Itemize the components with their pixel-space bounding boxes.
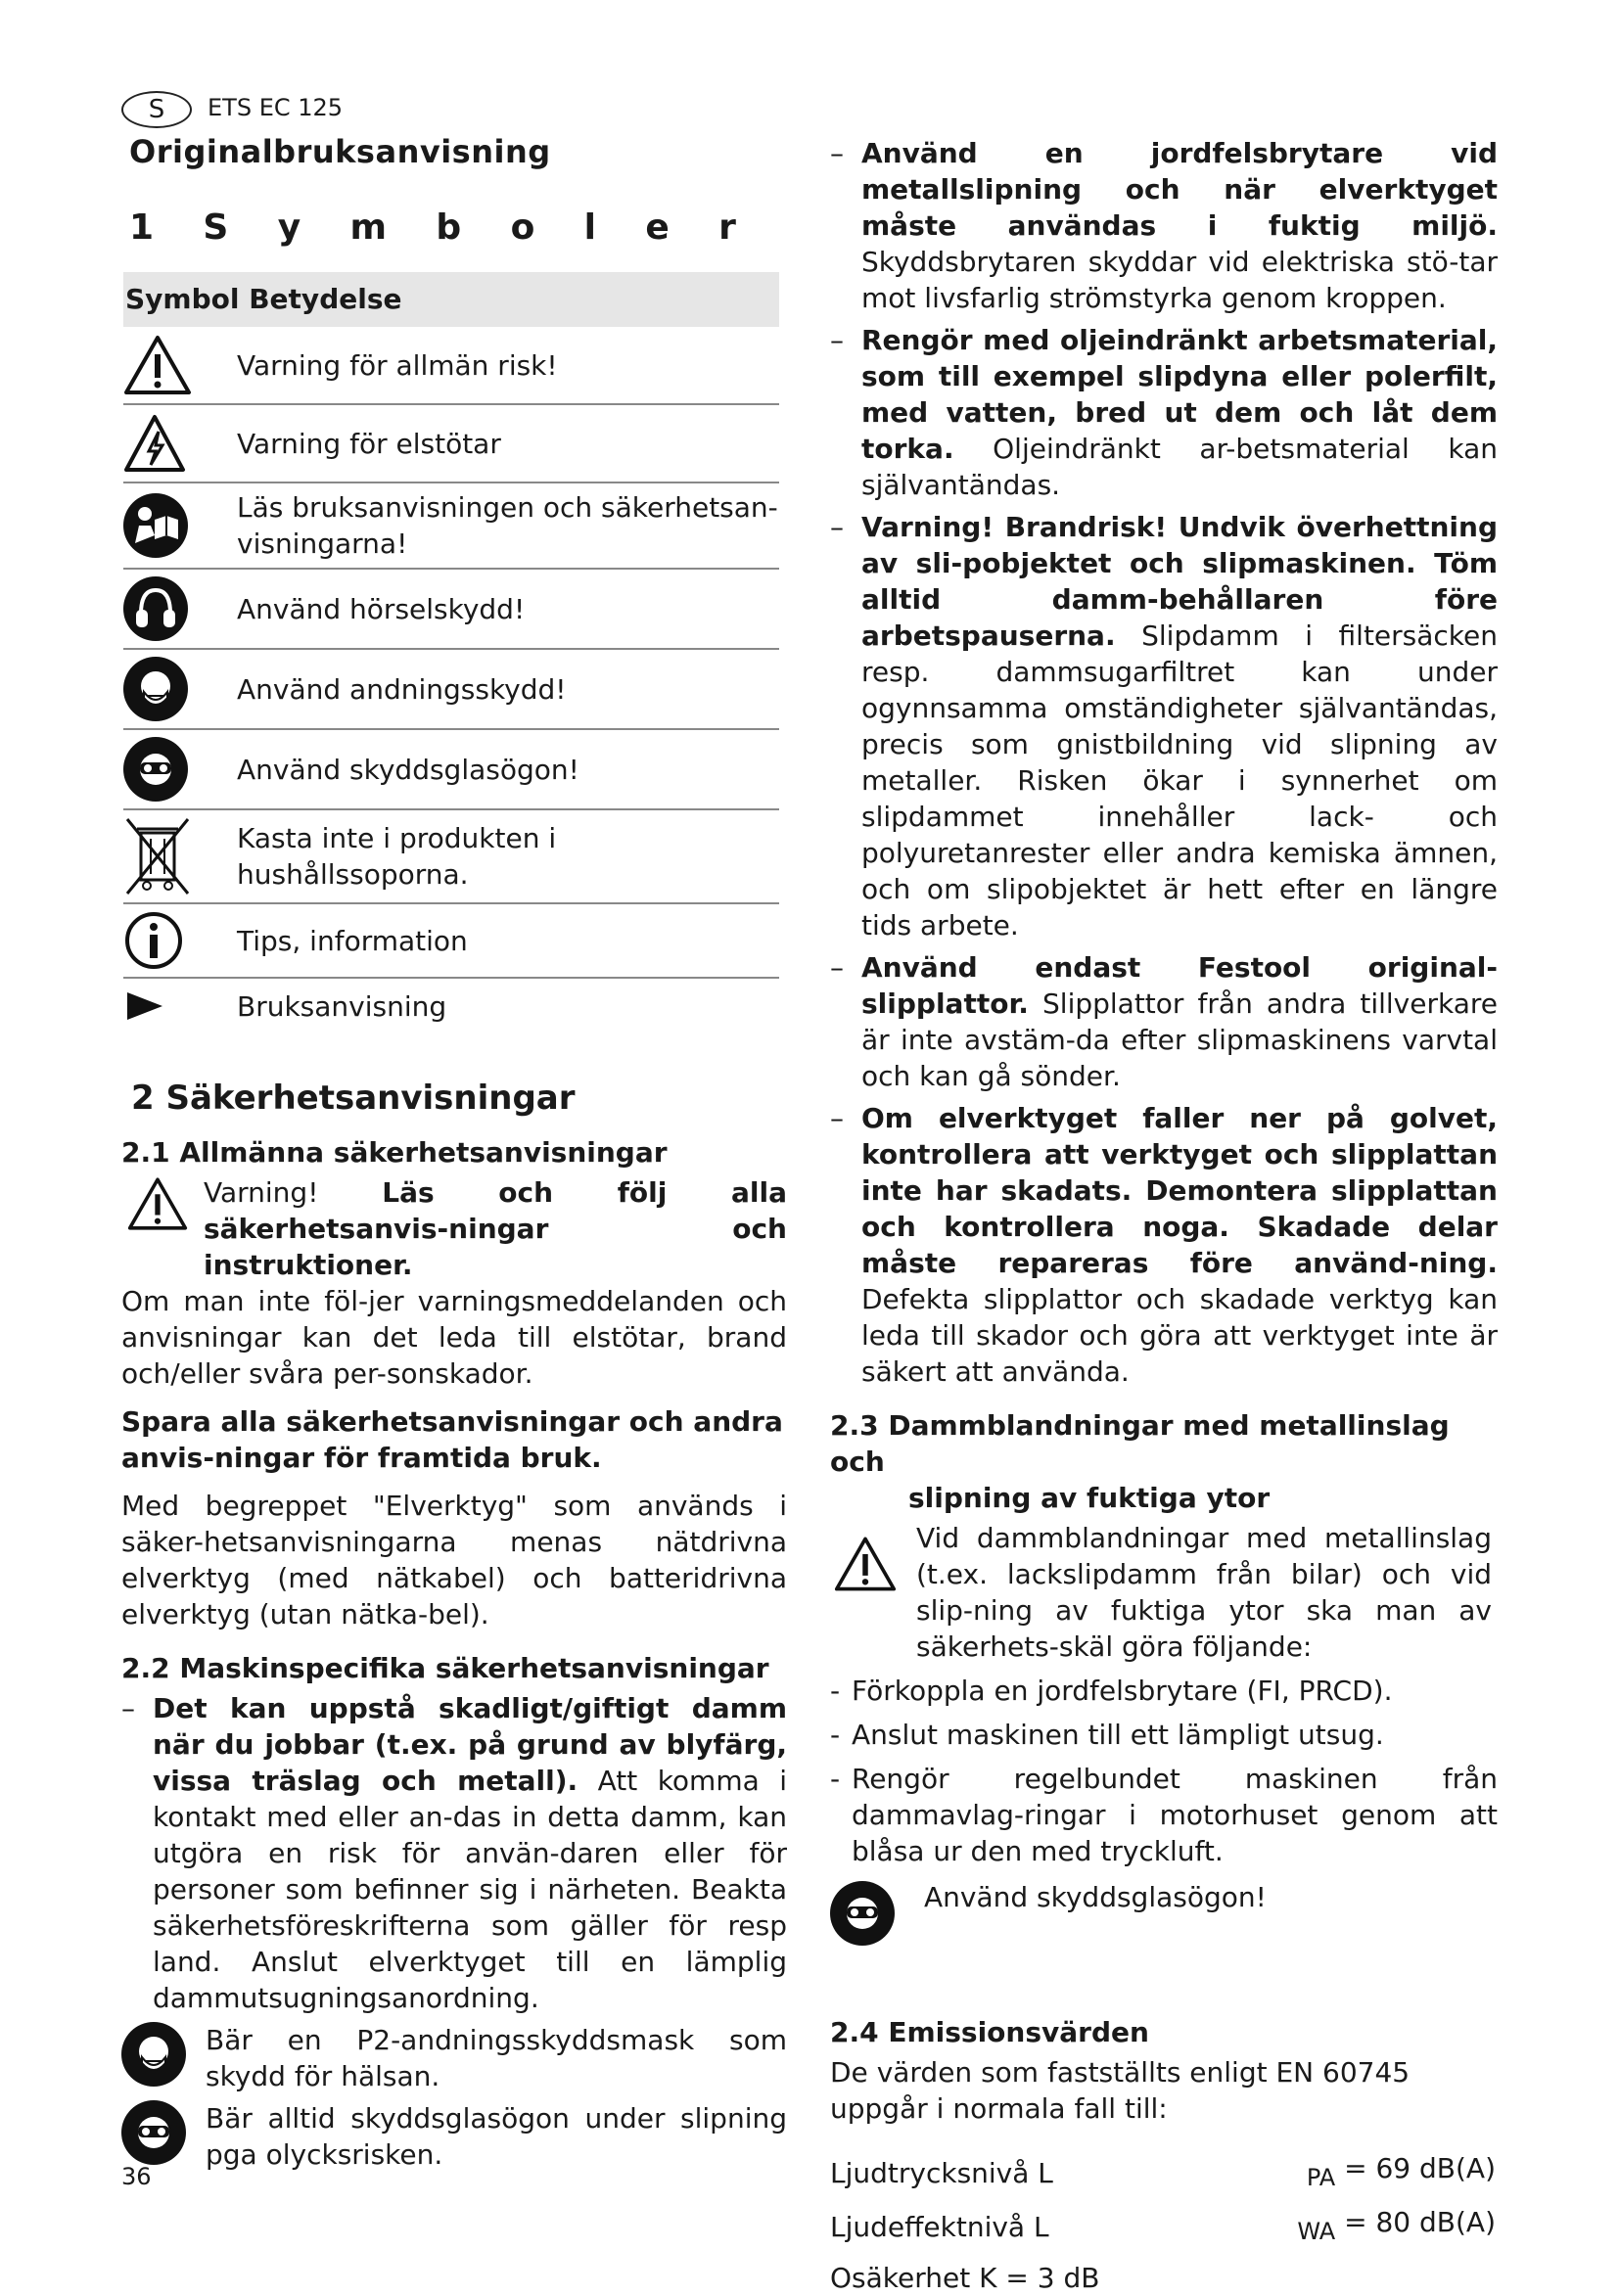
hearing-protection-icon [123,576,188,641]
safety-goggles-icon [830,1881,895,1946]
safety-item-text: Slipdamm i filtersäcken resp. dammsugarfiltret kan under ogynnsamma omständigheter självantändas, precis som gnistbildning vid slipning av metaller. Risken ökar i synnerhet om slipdammet innehåller lack- och polyuretanrester eller andra kemiska ämnen, och om slipobjektet är hett efter en längre tids arbete. [861,620,1498,941]
symbols-heading-letter: l [583,207,596,248]
symbols-heading-letter: e [645,207,670,248]
crossed-bin-icon [123,815,237,897]
symbol-row [123,483,779,570]
play-arrow-icon [123,989,237,1023]
metal-dust-warning [830,1520,1498,1665]
safety-item: – Använd endast Festool original-slipplattor. Slipplattor från andra tillverkare är inte avstäm-da efter slipmaskinens varvtal och kan gå sönder. [830,951,1498,1092]
read-manual-icon [123,493,188,558]
symbols-heading-letter: b [436,207,462,248]
safety-item-bold: Om elverktyget faller ner på golvet, kontrollera att verktyget och slipplattan inte har skadats. Demontera slipplattan och kontrollera noga. Skadade delar måste repareras före använd-ning. [861,1102,1498,1279]
emission-intro: De värden som fastställts enligt EN 60745 uppgår i normala fall till: [830,2056,1411,2125]
symbol-description: Använd hörselskydd! [237,592,526,625]
list-item: - Förkoppla en jordfelsbrytare (FI, PRCD). [830,1675,1393,1707]
document-title: Originalbruksanvisning [129,133,551,170]
emission-row [830,2146,1496,2200]
general-warning-block [121,1174,787,1283]
safety-item-text: Att komma i kontakt med eller an-das in detta damm, kan utgöra en risk för använ-daren eller för personer som befinner sig i närheten. Beakta säkerhetsföreskrifterna som gäller för resp land. Anslut elverktyget till en lämplig dammutsugningsanordning. [153,1765,787,2014]
list-item: - Anslut maskinen till ett lämpligt utsug. [830,1719,1384,1751]
symbol-description: Varning för allmän risk! [237,348,558,382]
emission-subscript: WA [1297,2218,1336,2245]
symbol-row [123,810,779,904]
emission-uncertainty: Osäkerhet K = 3 dB [830,2262,1100,2294]
symbols-heading [129,207,736,248]
section-heading: 2 Säkerhetsanvisningar [131,1079,576,1118]
power-tool-definition: Med begreppet "Elverktyg" som används i säker-hetsanvisningarna menas nätdrivna elverktyg (med nätkabel) och batteridrivna elverktyg (utan nätka-bel). [121,1490,787,1630]
safety-item-bold: Använd endast Festool original-slipplattor. [861,951,1498,1020]
list-item: - Rengör regelbundet maskinen från dammavlag-ringar i motorhuset genom att blåsa ur den med tryckluft. [830,1763,1498,1867]
goggles-note-text: Använd skyddsglasögon! [924,1881,1267,1913]
safety-item-bold: Det kan uppstå skadligt/giftigt damm när du jobbar (t.ex. på grund av blyfärg, vissa träslag och metall). [153,1692,787,1797]
respirator-icon [121,2022,186,2087]
symbol-description: Använd andningsskydd! [237,672,567,706]
symbol-row [123,327,779,405]
emission-label: Ljudtrycksnivå L [830,2156,1053,2189]
metal-dust-warning-text: Vid dammblandningar med metallinslag (t.ex. lackslipdamm från bilar) och vid slip-ning av fuktiga ytor ska man av säkerhets-skäl göra följande: [916,1522,1492,1663]
symbols-table-header: Symbol Betydelse [123,272,779,327]
mask-note [121,2022,787,2094]
symbols-heading-letter: y [277,207,301,248]
symbols-heading-letter: r [718,207,736,248]
safety-item-bold: Rengör med oljeindränkt arbetsmaterial, som till exempel slipdyna eller polerfilt, med vatten, bred ut dem och låt dem torka. [861,324,1498,465]
warning-triangle-icon [834,1536,897,1601]
symbol-row [123,904,779,979]
emission-value: = 80 dB(A) [1344,2206,1496,2238]
symbol-description: Använd skyddsglasögon! [237,753,579,786]
symbols-table [123,272,779,1033]
symbol-description: Tips, information [237,924,468,957]
goggles-note-text: Bär alltid skyddsglasögon under slipning pga olycksrisken. [206,2102,787,2171]
safety-item: – Använd en jordfelsbrytare vid metallslipning och när elverktyget måste användas i fuktig miljö. Skyddsbrytaren skyddar vid elektriska stö-tar mot livsfarlig strömstyrka genom kroppen. [830,137,1498,314]
page-number: 36 [121,2163,152,2190]
symbol-description: Bruksanvisning [237,989,447,1023]
safety-item-text: Slipplattor från andra tillverkare är inte avstäm-da efter slipmaskinens varvtal och kan gå sönder. [861,987,1498,1092]
symbol-description: Läs bruksanvisningen och säkerhetsan-visningarna! [237,491,778,560]
subsection-heading: 2.4 Emissionsvärden [830,2016,1149,2048]
safety-item: – Varning! Brandrisk! Undvik överhettning av sli-pobjektet och slipmaskinen. Töm alltid damm-behållaren före arbetspauserna. Slipdamm i filtersäcken resp. dammsugarfiltret kan under ogynnsamma omständigheter självantändas, precis som gnistbildning vid slipning av metaller. Risken ökar i synnerhet om slipdammet innehåller lack- och polyuretanrester eller andra kemiska ämnen, och om slipobjektet är hett efter en längre tids arbete. [830,511,1498,941]
electric-shock-warning-icon [123,414,237,473]
safety-item-bold: Varning! Brandrisk! Undvik överhettning av sli-pobjektet och slipmaskinen. Töm alltid damm-behållaren före arbetspauserna. [861,511,1498,652]
emission-value: = 69 dB(A) [1344,2152,1496,2184]
metal-dust-list [830,1673,1498,1869]
warning-body-text: Om man inte föl-jer varningsmeddelanden och anvisningar kan det leda till elstötar, brand och/eller svåra per-sonskador. [121,1285,787,1390]
symbols-heading-letter: m [349,207,388,248]
symbol-description: Kasta inte i produkten i hushållssoporna. [237,822,557,891]
safety-item-text: Oljeindränkt ar-betsmaterial kan självantändas. [861,433,1498,501]
symbol-row [123,650,779,730]
subsection-heading: 2.1 Allmänna säkerhetsanvisningar [121,1136,668,1169]
save-instructions-note: Spara alla säkerhetsanvisningar och andra anvis-ningar för framtida bruk. [121,1405,783,1474]
safety-item: – Rengör med oljeindränkt arbetsmaterial, som till exempel slipdyna eller polerfilt, med vatten, bred ut dem och låt dem torka. Oljeindränkt ar-betsmaterial kan självantändas. [830,324,1498,501]
safety-section-left [121,1080,787,2173]
safety-goggles-icon [123,737,188,802]
safety-item: – Om elverktyget faller ner på golvet, kontrollera att verktyget och slipplattan inte har skadats. Demontera slipplattan och kontrollera noga. Skadade delar måste repareras före använd-ning. Defekta slipplattor och skadade verktyg kan leda till skador och göra att verktyget inte är säkert att använda. [830,1102,1498,1388]
mask-note-text: Bär en P2-andningsskyddsmask som skydd för hälsan. [206,2024,787,2092]
warning-triangle-icon [127,1176,188,1240]
symbols-heading-letter: S [203,207,229,248]
safety-item-bold: Använd en jordfelsbrytare vid metallslipning och när elverktyget måste användas i fuktig miljö. [861,137,1498,242]
symbol-row [123,405,779,483]
safety-item-text: Defekta slipplattor och skadade verktyg kan leda till skador och göra att verktyget inte är säkert att använda. [861,1283,1498,1388]
emission-table [830,2146,1496,2254]
model-name: ETS EC 125 [208,94,344,121]
symbol-row [123,979,779,1033]
symbol-description: Varning för elstötar [237,427,501,460]
subsection-heading: 2.3 Dammblandningar med metallinslag och [830,1409,1450,1478]
goggles-note [830,1881,1498,1946]
warning-bold-text: Läs och följ alla säkerhetsanvis-ningar och instruktioner. [204,1176,787,1281]
safety-item-text: Skyddsbrytaren skyddar vid elektriska stö-tar mot livsfarlig strömstyrka genom kroppen. [861,246,1498,314]
symbols-heading-letter: o [510,207,535,248]
symbols-heading-number: 1 [129,207,155,248]
warning-triangle-icon [123,335,237,395]
language-badge: S [121,91,192,128]
warning-prefix: Varning! [204,1176,319,1209]
emission-subscript: PA [1306,2164,1336,2191]
emission-row [830,2200,1496,2254]
symbol-row [123,730,779,810]
safety-item: – Det kan uppstå skadligt/giftigt damm när du jobbar (t.ex. på grund av blyfärg, vissa träslag och metall). Att komma i kontakt med eller an-das in detta damm, kan utgöra en risk för använ-daren eller för personer som befinner sig i närheten. Beakta säkerhetsföreskrifterna som gäller för resp land. Anslut elverktyget till en lämplig dammutsugningsanordning. [121,1692,787,2014]
emission-label: Ljudeffektnivå L [830,2210,1049,2243]
info-icon [123,910,237,971]
goggles-note [121,2100,787,2173]
subsection-heading: 2.2 Maskinspecifika säkerhetsanvisningar [121,1652,769,1684]
safety-goggles-icon [121,2100,186,2165]
symbol-row [123,570,779,650]
safety-section-right [830,135,1498,2296]
respirator-icon [123,657,188,721]
subsection-heading-cont: slipning av fuktiga ytor [908,1482,1271,1514]
